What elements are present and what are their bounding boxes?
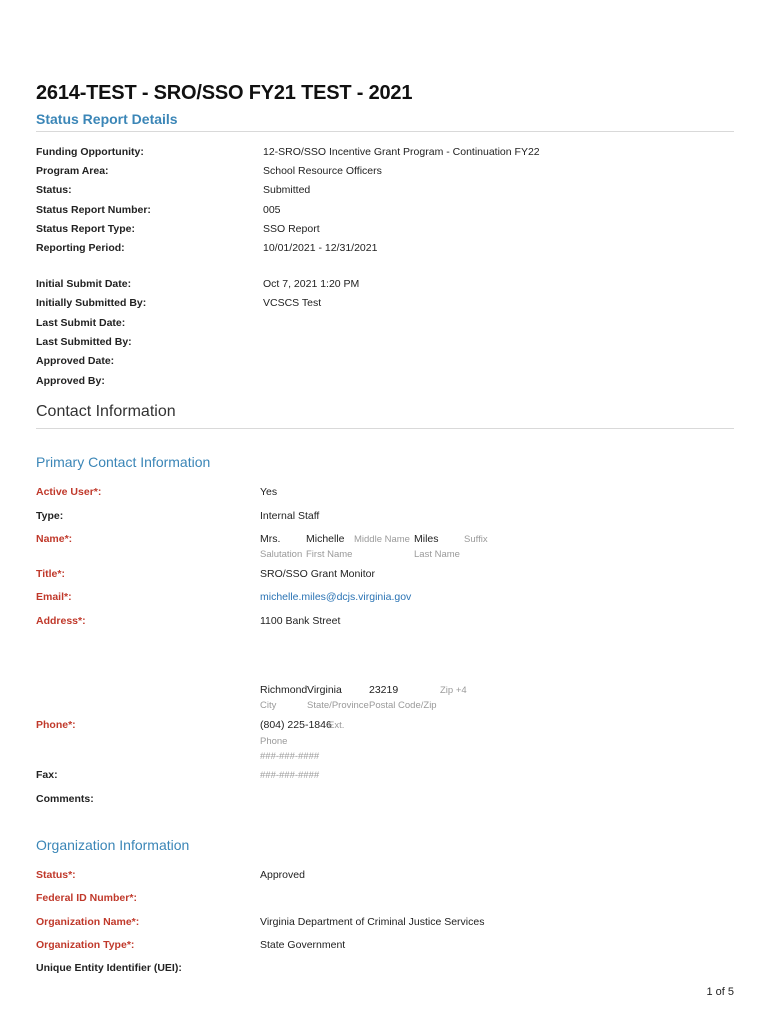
postal-code-value: 23219 [369,684,399,696]
field-row-title [36,568,734,584]
field-value: Approved [260,869,305,881]
field-label: Title*: [36,568,65,580]
status-report-details-heading: Status Report Details [36,111,178,127]
field-row-org-status [36,869,734,885]
divider [36,131,734,132]
divider [36,428,734,429]
field-value: School Resource Officers [263,165,382,177]
field-value: SRO/SSO Grant Monitor [260,568,375,580]
first-name-caption: First Name [306,549,353,560]
field-label: Name*: [36,533,73,545]
state-caption: State/Province [307,700,369,711]
field-label: Program Area: [36,165,109,177]
field-label: Funding Opportunity: [36,146,144,158]
phone-caption: Phone [260,736,288,747]
postal-code-caption: Postal Code/Zip [369,700,437,711]
field-label: Status*: [36,869,76,881]
field-row [36,375,734,391]
field-row [36,355,734,371]
field-row-uei [36,962,734,978]
field-label: Approved By: [36,375,105,387]
primary-contact-heading: Primary Contact Information [36,454,211,470]
field-label: Last Submitted By: [36,336,132,348]
organization-information-heading: Organization Information [36,837,190,853]
field-row [36,336,734,352]
ext-placeholder: Ext. [328,720,345,731]
field-label: Initially Submitted By: [36,297,147,309]
field-row [36,223,734,239]
middle-name-placeholder: Middle Name [354,534,410,545]
city-value: Richmond [260,684,308,696]
field-label: Status: [36,184,72,196]
field-label: Phone*: [36,719,76,731]
field-row [36,146,734,162]
first-name-value: Michelle [306,533,345,545]
field-row-type [36,510,734,526]
field-label: Reporting Period: [36,242,125,254]
field-label: Last Submit Date: [36,317,126,329]
field-row-name [36,533,734,563]
field-row [36,297,734,313]
city-caption: City [260,700,277,711]
field-value: Internal Staff [260,510,320,522]
field-label: Fax: [36,769,58,781]
field-row [36,165,734,181]
field-row-phone [36,719,734,765]
field-value: Oct 7, 2021 1:20 PM [263,278,360,290]
state-value: Virginia [307,684,342,696]
zip4-placeholder: Zip +4 [440,685,467,696]
suffix-placeholder: Suffix [464,534,488,545]
field-value: 005 [263,204,281,216]
field-label: Approved Date: [36,355,115,367]
field-value: SSO Report [263,223,320,235]
field-label: Federal ID Number*: [36,892,137,904]
salutation-caption: Salutation [260,549,303,560]
field-value: Submitted [263,184,311,196]
last-name-value: Miles [414,533,439,545]
address-line1: 1100 Bank Street [260,615,341,627]
field-label: Address*: [36,615,86,627]
field-label: Active User*: [36,486,102,498]
field-label: Organization Type*: [36,939,135,951]
field-row-comments [36,793,734,809]
field-row-email [36,591,734,607]
fax-format-hint: ###-###-#### [260,770,320,781]
field-value: State Government [260,939,346,951]
field-row-org-name [36,916,734,932]
field-row-fax [36,769,734,785]
salutation-value: Mrs. [260,533,281,545]
field-value: 10/01/2021 - 12/31/2021 [263,242,378,254]
field-row [36,278,734,294]
field-row [36,184,734,200]
field-row [36,204,734,220]
field-row-federal-id [36,892,734,908]
field-row-org-type [36,939,734,955]
field-label: Status Report Type: [36,223,135,235]
field-value: 12-SRO/SSO Incentive Grant Program - Continuation FY22 [263,146,540,158]
field-label: Comments: [36,793,94,805]
field-label: Initial Submit Date: [36,278,132,290]
page-title: 2614-TEST - SRO/SSO FY21 TEST - 2021 [36,82,413,104]
contact-information-heading: Contact Information [36,403,176,420]
field-row [36,242,734,258]
last-name-caption: Last Name [414,549,460,560]
phone-format-hint: ###-###-#### [260,751,320,762]
page-number: 1 of 5 [706,986,734,998]
field-label: Email*: [36,591,72,603]
email-link[interactable]: michelle.miles@dcjs.virginia.gov [260,591,412,603]
field-label: Unique Entity Identifier (UEI): [36,962,182,974]
field-label: Organization Name*: [36,916,140,928]
field-row-active-user [36,486,734,502]
field-value: Yes [260,486,278,498]
phone-value: (804) 225-1846 [260,719,332,731]
field-label: Status Report Number: [36,204,151,216]
field-value: VCSCS Test [263,297,322,309]
field-value: Virginia Department of Criminal Justice Services [260,916,485,928]
field-row [36,317,734,333]
field-row-address [36,615,734,715]
field-label: Type: [36,510,64,522]
